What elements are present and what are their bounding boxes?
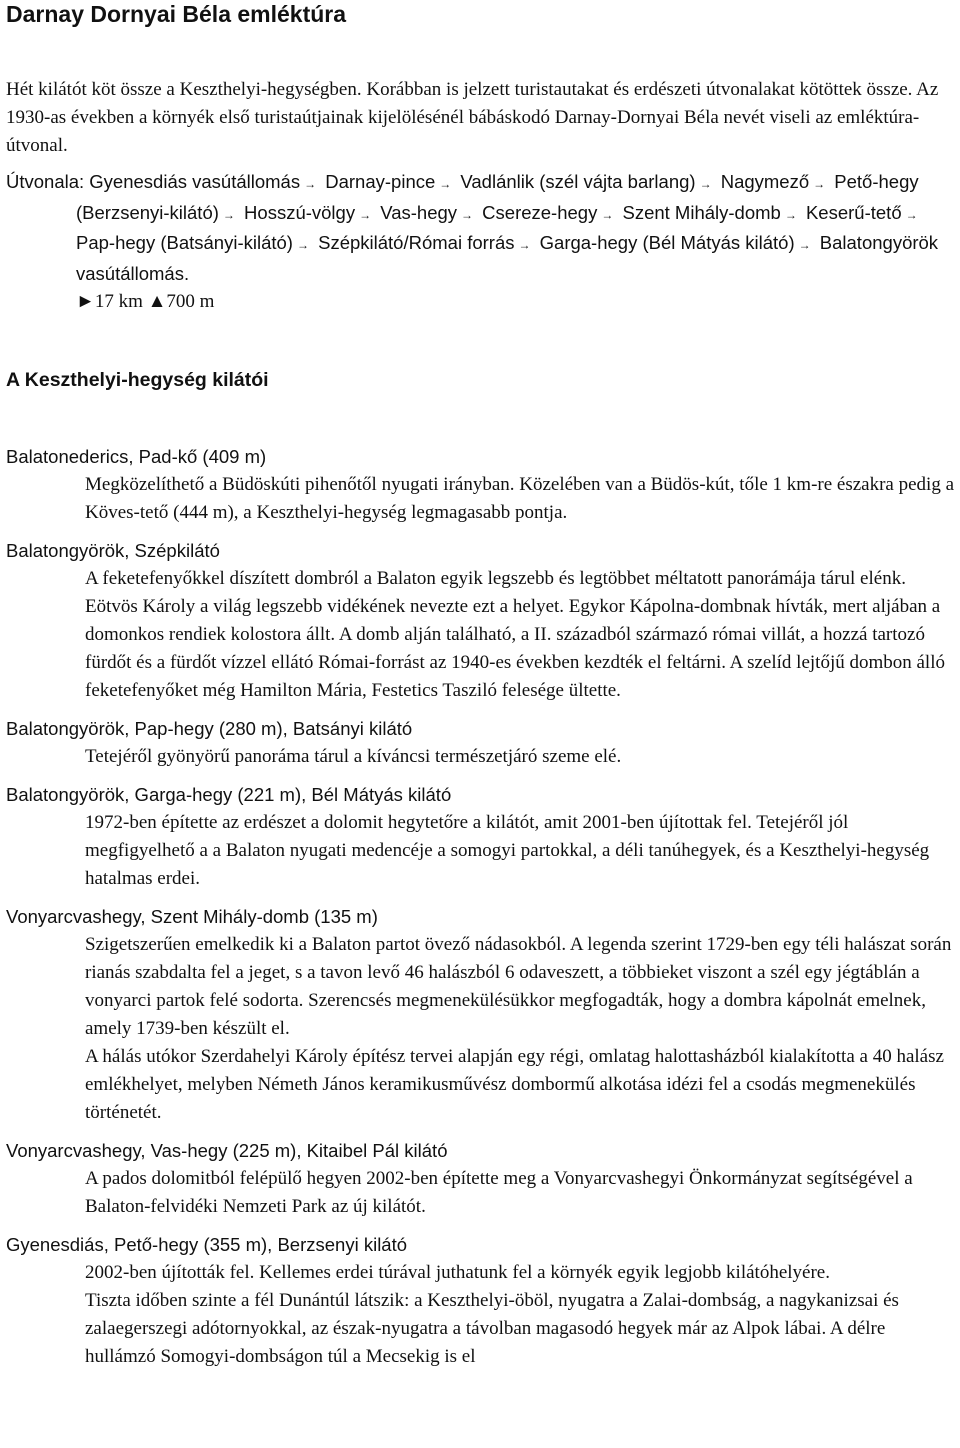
intro-paragraph: Hét kilátót köt össze a Keszthelyi-hegységben. Korábban is jelzett turistautakat és erdészeti útvonalakat kötöttek össze. Az 1930-as években a környék első turistaútjainak kijelölésénél bábáskodó Darnay-Dornyai Béla nevét viseli az emléktúra-útvonal.	[6, 79, 939, 156]
arrow-right-icon: →	[784, 207, 797, 222]
arrow-right-icon: →	[304, 177, 317, 191]
description-paragraph: 2002-ben újították fel. Kellemes erdei túrával juthatunk fel a környék egyik legjobb kilátóhelyére.	[85, 1262, 830, 1283]
arrow-right-icon: →	[461, 207, 474, 222]
lookout-entry	[6, 1231, 954, 1371]
description-paragraph: Tetejéről gyönyörű panoráma tárul a kíváncsi természetjáró szeme elé.	[85, 746, 622, 767]
route-stop: Vadlánlik (szél vájta barlang)	[460, 171, 696, 192]
route-stop: Csereze-hegy	[482, 201, 598, 223]
route-stop: Darnay-pince	[325, 171, 436, 192]
lookout-entry	[6, 1137, 954, 1221]
lookout-entry	[6, 903, 954, 1127]
arrow-right-icon: →	[518, 238, 531, 252]
route-stop: Garga-hegy (Bél Mátyás kilátó)	[539, 232, 795, 253]
description-paragraph: 1972-ben építette az erdészet a dolomit hegytetőre a kilátót, amit 2001-ben újítottak fel. Tetejéről jól megfigyelhető a a Balaton nyugati medencéje a somogyi partokkal, a déli tanúhegyek, és a Keszthelyi-hegység hatalmas erdei.	[85, 812, 930, 889]
route-stop: Nagymező	[720, 171, 810, 192]
lookout-description	[85, 931, 954, 1127]
lookout-entry	[6, 715, 954, 771]
description-paragraph: Szigetszerűen emelkedik ki a Balaton partot övező nádasokból. A legenda szerint 1729-ben egy téli halászat során rianás szabdalta fel a jeget, s a tavon levő 46 halászból 6 odaveszett, a többieket viszont a szél egy jégtáblán a vonyarci partok felé sodorta. Szerencsés megmenekülésükkor megfogadták, hogy a dombra kápolnát emelnek, amely 1739-ben készült el.	[85, 934, 952, 1039]
route-elevation: 700 m	[166, 291, 215, 312]
description-paragraph: A feketefenyőkkel díszített dombról a Balaton egyik legszebb és legtöbbet méltatott panorámája tárul elénk. Eötvös Károly a világ legszebb vidékének nevezte ezt a helyet. Egykor Kápolna-dombnak hívták, mert aljában a domonkos rendiek kolostora állt. A domb alján található, a II. századból származó római villát, a hozzá tartozó fürdőt és a fürdőt vízzel ellátó Római-forrást az 1940-es években kezdték el feltárni. A szelíd lejtőjű dombon álló feketefenyőket még Hamilton Mária, Festetics Tasziló felesége ültette.	[85, 568, 945, 701]
section-title: A Keszthelyi-hegység kilátói	[6, 369, 269, 391]
arrow-right-icon: →	[222, 207, 235, 222]
route-stop: Keserű-tető	[805, 201, 902, 223]
description-paragraph: A pados dolomitból felépülő hegyen 2002-ben építette meg a Vonyarcvashegyi Önkormányzat segítségével a Balaton-felvidéki Nemzeti Park az új kilátót.	[85, 1168, 913, 1217]
route-stop: Szent Mihály-domb	[622, 201, 781, 223]
lookout-title: Balatongyörök, Pap-hegy (280 m), Batsányi kilátó	[6, 718, 413, 739]
lookout-list	[6, 443, 954, 1371]
distance-icon: ►	[76, 291, 95, 312]
route-stop: Hosszú-völgy	[244, 201, 356, 223]
description-paragraph: Megközelíthető a Büdöskúti pihenőtől nyugati irányban. Közelében van a Büdös-kút, tőle 1 km-re északra pedig a Köves-tető (444 m), a Keszthelyi-hegység legmagasabb pontja.	[85, 474, 955, 523]
arrow-right-icon: →	[601, 207, 614, 222]
lookout-entry	[6, 537, 954, 705]
lookout-title: Gyenesdiás, Pető-hegy (355 m), Berzsenyi kilátó	[6, 1234, 408, 1255]
lookout-title: Vonyarcvashegy, Szent Mihály-domb (135 m)	[6, 906, 378, 927]
lookout-description	[85, 1259, 954, 1371]
route-stop: Pap-hegy (Batsányi-kilátó)	[76, 232, 293, 253]
route-paragraph	[6, 168, 954, 288]
route-label: Útvonala:	[6, 171, 85, 192]
arrow-right-icon: →	[813, 177, 826, 191]
lookout-entry	[6, 781, 954, 893]
lookout-description	[85, 1165, 954, 1221]
page-title: Darnay Dornyai Béla emléktúra	[6, 1, 347, 27]
route-stop: Pető-hegy (Berzsenyi-kilátó)	[76, 171, 919, 223]
description-paragraph: Tiszta időben szinte a fél Dunántúl látszik: a Keszthelyi-öböl, nyugatra a Zalai-dombság, a nagykanizsai és zalaegerszegi adótornyokkal, az észak-nyugatra a távolban magasodó hegyek már az Alpok lábai. A délre hullámzó Somogyi-dombságon túl a Mecsekig is el	[85, 1290, 899, 1367]
lookout-description	[85, 743, 954, 771]
lookout-title: Balatongyörök, Szépkilátó	[6, 540, 220, 561]
lookout-description	[85, 809, 954, 893]
arrow-right-icon: →	[439, 177, 452, 191]
route-stop: Szépkilátó/Római forrás	[318, 232, 515, 253]
route-stop: Balatongyörök vasútállomás.	[76, 232, 939, 284]
arrow-right-icon: →	[359, 207, 372, 222]
route-stop: Vas-hegy	[380, 201, 458, 223]
lookout-description	[85, 565, 954, 705]
route-stats	[76, 288, 954, 316]
route-stops	[76, 171, 938, 284]
route-stop: Gyenesdiás vasútállomás	[89, 171, 301, 192]
route-distance: 17 km	[94, 291, 143, 312]
lookout-title: Vonyarcvashegy, Vas-hegy (225 m), Kitaibel Pál kilátó	[6, 1140, 448, 1161]
arrow-right-icon: →	[905, 207, 918, 222]
lookout-entry	[6, 443, 954, 527]
elevation-icon: ▲	[147, 291, 167, 312]
description-paragraph: A hálás utókor Szerdahelyi Károly építész tervei alapján egy régi, omlatag halottasházból kialakította a 40 halász emlékhelyet, melyben Németh János keramikusművész dombormű alkotása idézi fel a csodás megmenekülés történetét.	[85, 1046, 944, 1123]
lookout-title: Balatonederics, Pad-kő (409 m)	[6, 446, 267, 467]
lookout-description	[85, 471, 954, 527]
arrow-right-icon: →	[699, 177, 712, 191]
arrow-right-icon: →	[798, 238, 811, 252]
arrow-right-icon: →	[296, 238, 309, 252]
lookout-title: Balatongyörök, Garga-hegy (221 m), Bél Mátyás kilátó	[6, 784, 452, 805]
